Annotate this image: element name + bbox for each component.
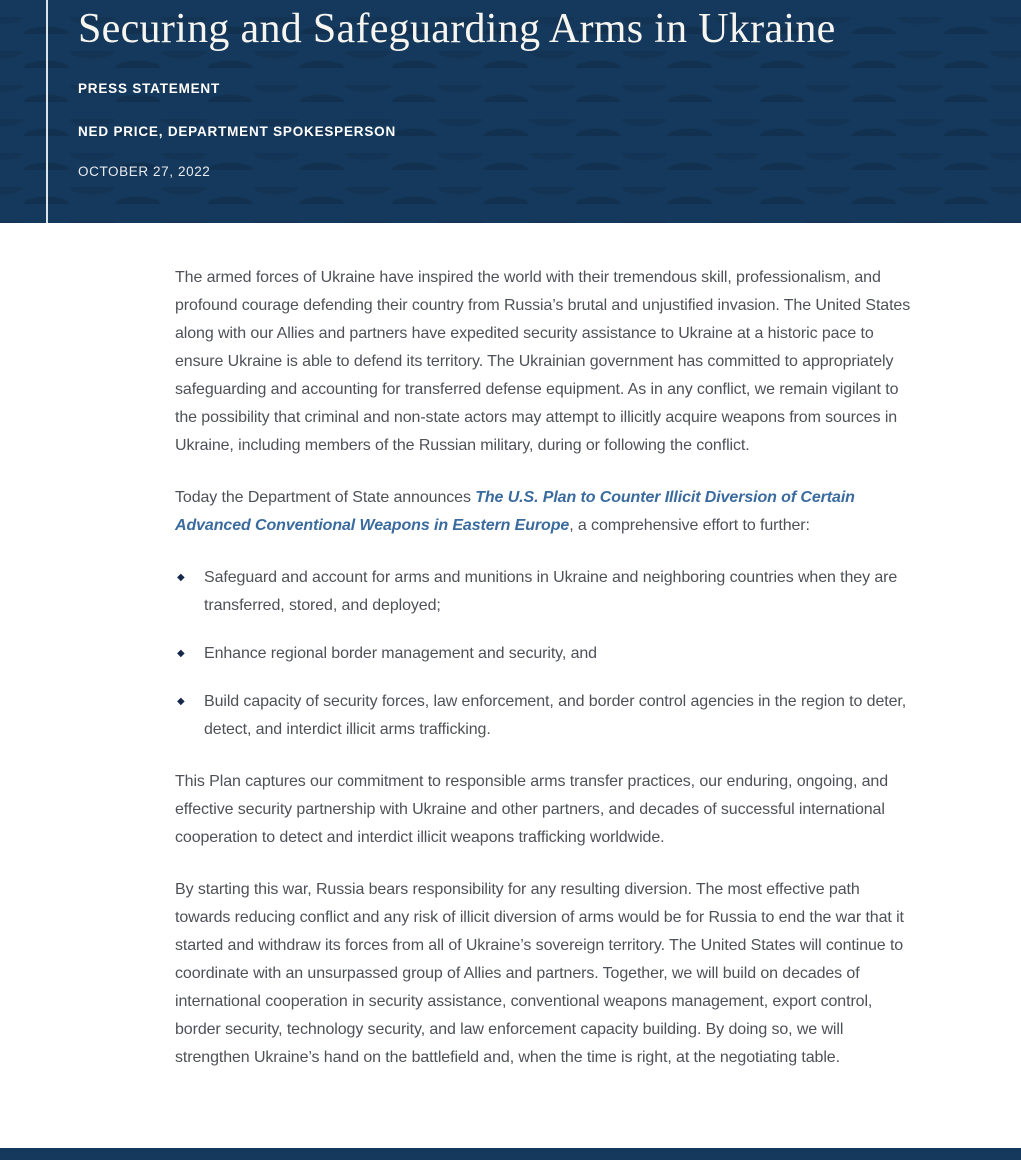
article-body bbox=[175, 223, 919, 1072]
header-vertical-rule bbox=[46, 0, 48, 223]
announcement-suffix-text: , a comprehensive effort to further: bbox=[569, 517, 810, 534]
diamond-bullet-icon: ◆ bbox=[177, 648, 185, 659]
footer-band bbox=[0, 1148, 1021, 1160]
diamond-bullet-icon: ◆ bbox=[177, 572, 185, 583]
page-title: Securing and Safeguarding Arms in Ukraine bbox=[78, 6, 836, 52]
list-item-safeguard bbox=[175, 564, 919, 620]
paragraph-plan-captures: This Plan captures our commitment to responsible arms transfer practices, our enduring, ongoing, and effective security partnership with Ukraine and other partners, and decades of successful international cooperation to detect and interdict illicit weapons trafficking worldwide. bbox=[175, 773, 889, 846]
statement-date: OCTOBER 27, 2022 bbox=[78, 164, 211, 179]
spokesperson-byline: NED PRICE, DEPARTMENT SPOKESPERSON bbox=[78, 124, 396, 139]
plan-link[interactable]: The U.S. Plan to Counter Illicit Diversion of Certain Advanced Conventional Weapons in Eastern Europe bbox=[175, 489, 855, 534]
paragraph-armed-forces: The armed forces of Ukraine have inspired the world with their tremendous skill, professionalism, and profound courage defending their country from Russia’s brutal and unjustified invasion. The United States along with our Allies and partners have expedited security assistance to Ukraine at a historic pace to ensure Ukraine is able to defend its territory. The Ukrainian government has committed to appropriately safeguarding and accounting for transferred defense equipment. As in any conflict, we remain vigilant to the possibility that criminal and non-state actors may attempt to illicitly acquire weapons from sources in Ukraine, including members of the Russian military, during or following the conflict. bbox=[175, 269, 911, 454]
paragraph-announcement bbox=[175, 484, 919, 540]
paragraph-russia-responsibility: By starting this war, Russia bears responsibility for any resulting diversion. The most effective path towards reducing conflict and any risk of illicit diversion of arms would be for Russia to end the war that it started and withdraw its forces from all of Ukraine’s sovereign territory. The United States will continue to coordinate with an unsurpassed group of Allies and partners. Together, we will build on decades of international cooperation in security assistance, conventional weapons management, export control, border security, technology security, and law enforcement capacity building. By doing so, we will strengthen Ukraine’s hand on the battlefield and, when the time is right, at the negotiating table. bbox=[175, 881, 904, 1066]
bullet-list bbox=[175, 564, 919, 744]
press-statement-label: PRESS STATEMENT bbox=[78, 81, 221, 96]
list-item-text: Safeguard and account for arms and munitions in Ukraine and neighboring countries when they are transferred, stored, and deployed; bbox=[204, 569, 898, 614]
list-item-capacity bbox=[175, 688, 919, 744]
list-item-border-management bbox=[175, 640, 919, 668]
diamond-bullet-icon: ◆ bbox=[177, 696, 185, 707]
announcement-prefix-text: Today the Department of State announces bbox=[175, 489, 476, 506]
article-header bbox=[0, 0, 1021, 223]
list-item-text: Enhance regional border management and security, and bbox=[204, 645, 597, 662]
list-item-text: Build capacity of security forces, law enforcement, and border control agencies in the region to deter, detect, and interdict illicit arms trafficking. bbox=[204, 693, 907, 738]
